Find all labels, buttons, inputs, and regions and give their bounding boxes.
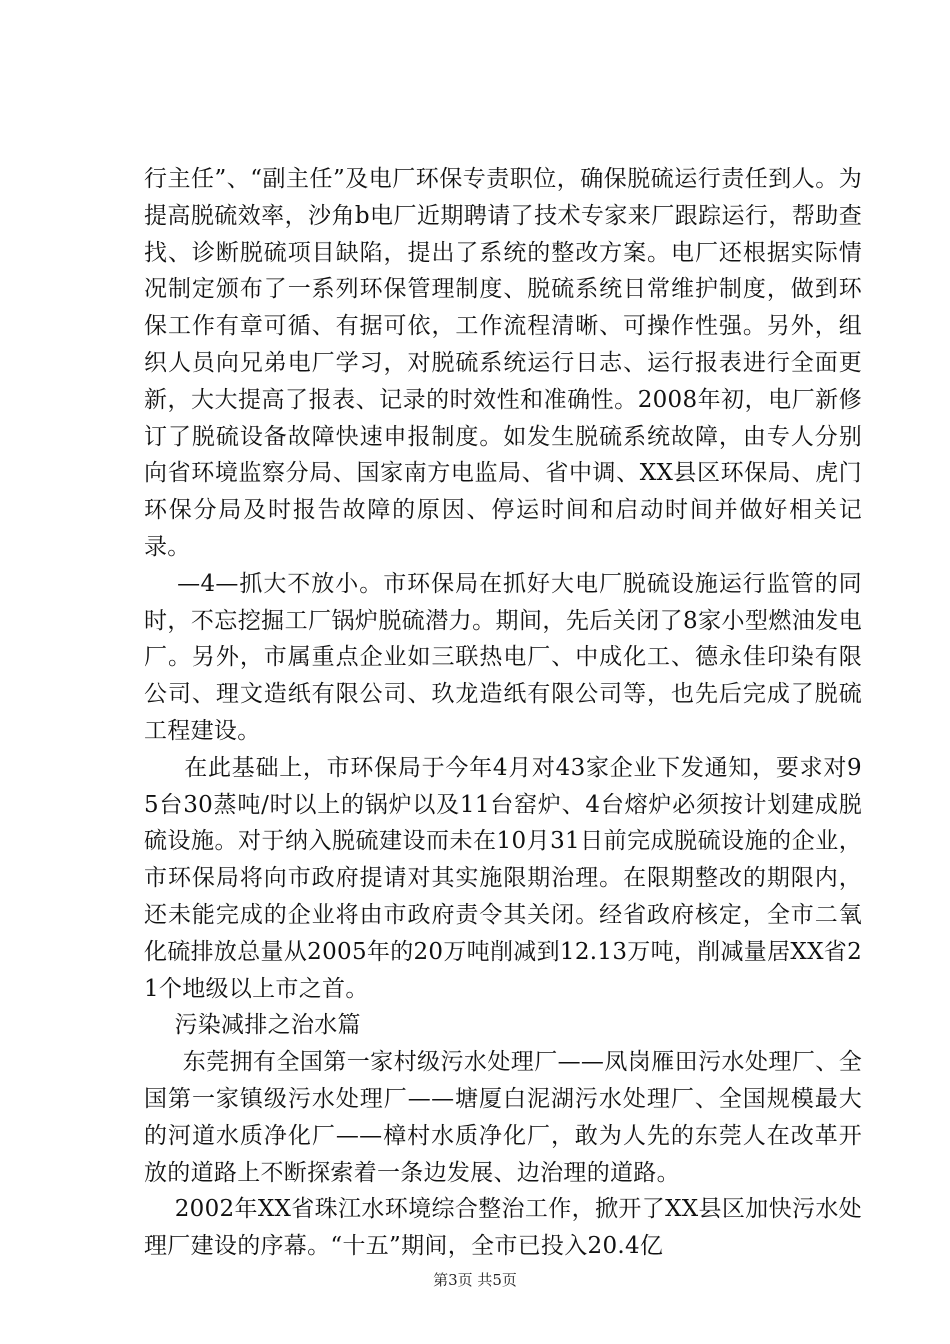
section-heading-water-treatment: 污染减排之治水篇 [144,1012,361,1039]
paragraph-desulfurization-responsibility: 行主任”、“副主任”及电厂环保专责职位，确保脱硫运行责任到人。为提高脱硫效率，沙角b电厂近期聘请了技术专家来厂跟踪运行，帮助查找、诊断脱硫项目缺陷，提出了系统的整改方案。电厂还根据实际情况制定颁布了一系列环保管理制度、脱硫系统日常维护制度，做到环保工作有章可循、有据可依，工作流程清晰、可操作性强。另外，组织人员向兄弟电厂学习，对脱硫系统运行日志、运行报表进行全面更新，大大提高了报表、记录的时效性和准确性。2008年初，电厂新修订了脱硫设备故障快速申报制度。如发生脱硫系统故障，由专人分别向省环境监察分局、国家南方电监局、省中调、XX县区环保局、虎门环保分局及时报告故障的原因、停运时间和启动时间并做好相关记录。 [144,166,862,560]
document-body [144,161,862,1265]
paragraph-dongguan-sewage-plants: 东莞拥有全国第一家村级污水处理厂——凤岗雁田污水处理厂、全国第一家镇级污水处理厂——塘厦白泥湖污水处理厂、全国规模最大的河道水质净化厂——樟村水质净化厂，敢为人先的东莞人在改革开放的道路上不断探索着一条边发展、边治理的道路。 [144,1049,862,1186]
paragraph-pearl-river-renovation: 2002年XX省珠江水环境综合整治工作，掀开了XX县区加快污水处理厂建设的序幕。“十五”期间，全市已投入20.4亿 [144,1196,862,1260]
page-footer: 第3页 共5页 [433,1271,517,1289]
paragraph-grasp-large-not-release-small: —4—抓大不放小。市环保局在抓好大电厂脱硫设施运行监管的同时，不忘挖掘工厂锅炉脱硫潜力。期间，先后关闭了8家小型燃油发电厂。另外，市属重点企业如三联热电厂、中成化工、德永佳印染有限公司、理文造纸有限公司、玖龙造纸有限公司等，也先后完成了脱硫工程建设。 [144,570,862,744]
paragraph-boiler-desulfurization-notice: 在此基础上，市环保局于今年4月对43家企业下发通知，要求对95台30蒸吨/时以上的锅炉以及11台窑炉、4台熔炉必须按计划建成脱硫设施。对于纳入脱硫建设而未在10月31日前完成脱硫设施的企业，市环保局将向市政府提请对其实施限期治理。在限期整改的期限内，还未能完成的企业将由市政府责令其关闭。经省政府核定，全市二氧化硫排放总量从2005年的20万吨削减到12.13万吨，削减量居XX省21个地级以上市之首。 [144,754,862,1002]
